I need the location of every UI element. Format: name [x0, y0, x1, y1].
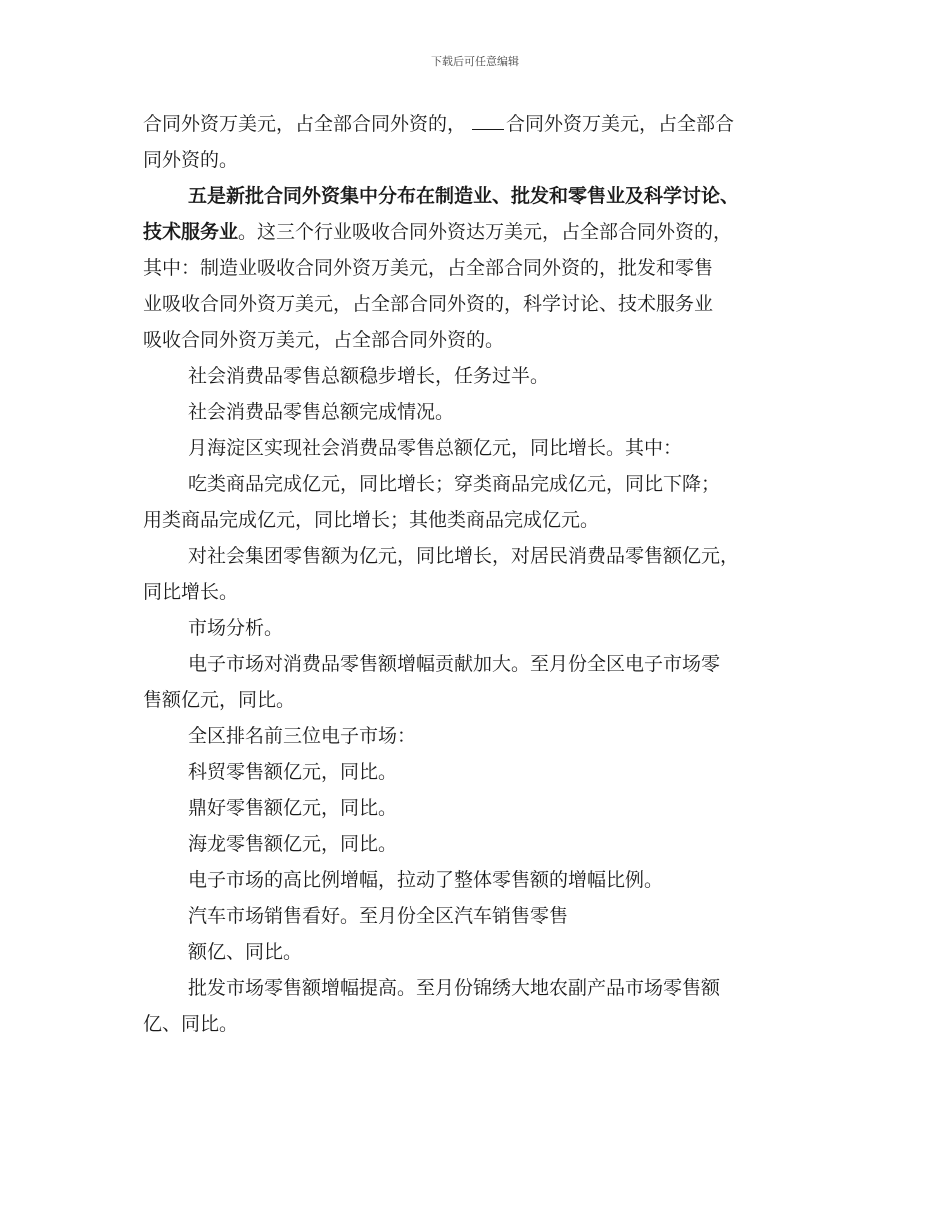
paragraph-line: 吃类商品完成亿元，同比增长；穿类商品完成亿元，同比下降； [188, 473, 721, 495]
text-segment: 合同外资万美元，占全部合同外资的， [143, 113, 467, 135]
paragraph-line: 业吸收合同外资万美元，占全部合同外资的，科学讨论、技术服务业 [143, 293, 714, 315]
paragraph-line [143, 178, 823, 214]
paragraph-line: 科贸零售额亿元，同比。 [188, 761, 398, 783]
text-segment: 合同外资万美元，占全部合 [506, 113, 735, 135]
paragraph-line: 用类商品完成亿元，同比增长；其他类商品完成亿元。 [143, 509, 600, 531]
paragraph-line: 电子市场的高比例增幅，拉动了整体零售额的增幅比例。 [188, 869, 664, 891]
paragraph-line [143, 106, 823, 142]
paragraph-line: 其中：制造业吸收合同外资万美元，占全部合同外资的，批发和零售 [143, 257, 714, 279]
paragraph-line: 市场分析。 [188, 617, 284, 639]
page-header: 下载后可任意编辑 [431, 55, 519, 68]
paragraph-line: 社会消费品零售总额完成情况。 [188, 401, 455, 423]
paragraph-line [143, 214, 823, 250]
paragraph-line: 额亿、同比。 [188, 941, 303, 963]
paragraph-line: 海龙零售额亿元，同比。 [188, 833, 398, 855]
paragraph-line: 亿、同比。 [143, 1013, 239, 1035]
paragraph-line: 同比增长。 [143, 581, 239, 603]
paragraph-line: 月海淀区实现社会消费品零售总额亿元，同比增长。其中： [188, 437, 683, 459]
text-segment: 。这三个行业吸收合同外资达万美元，占全部合同外资的， [238, 221, 733, 243]
paragraph-line: 社会消费品零售总额稳步增长，任务过半。 [188, 365, 550, 387]
fill-in-blank [472, 107, 504, 130]
paragraph-line: 售额亿元，同比。 [143, 689, 296, 711]
document-body [143, 106, 823, 1042]
paragraph-line: 批发市场零售额增幅提高。至月份锦绣大地农副产品市场零售额 [188, 977, 721, 999]
paragraph-line: 电子市场对消费品零售额增幅贡献加大。至月份全区电子市场零 [188, 653, 721, 675]
bold-heading: 五是新批合同外资集中分布在制造业、批发和零售业及科学讨论、 [188, 185, 740, 207]
paragraph-line: 对社会集团零售额为亿元，同比增长，对居民消费品零售额亿元， [188, 545, 740, 567]
paragraph-line: 鼎好零售额亿元，同比。 [188, 797, 398, 819]
paragraph-line: 同外资的。 [143, 149, 239, 171]
paragraph-line: 汽车市场销售看好。至月份全区汽车销售零售 [188, 905, 569, 927]
paragraph-line: 吸收合同外资万美元，占全部合同外资的。 [143, 329, 505, 351]
bold-heading: 技术服务业 [143, 221, 239, 243]
paragraph-line: 全区排名前三位电子市场： [188, 725, 417, 747]
